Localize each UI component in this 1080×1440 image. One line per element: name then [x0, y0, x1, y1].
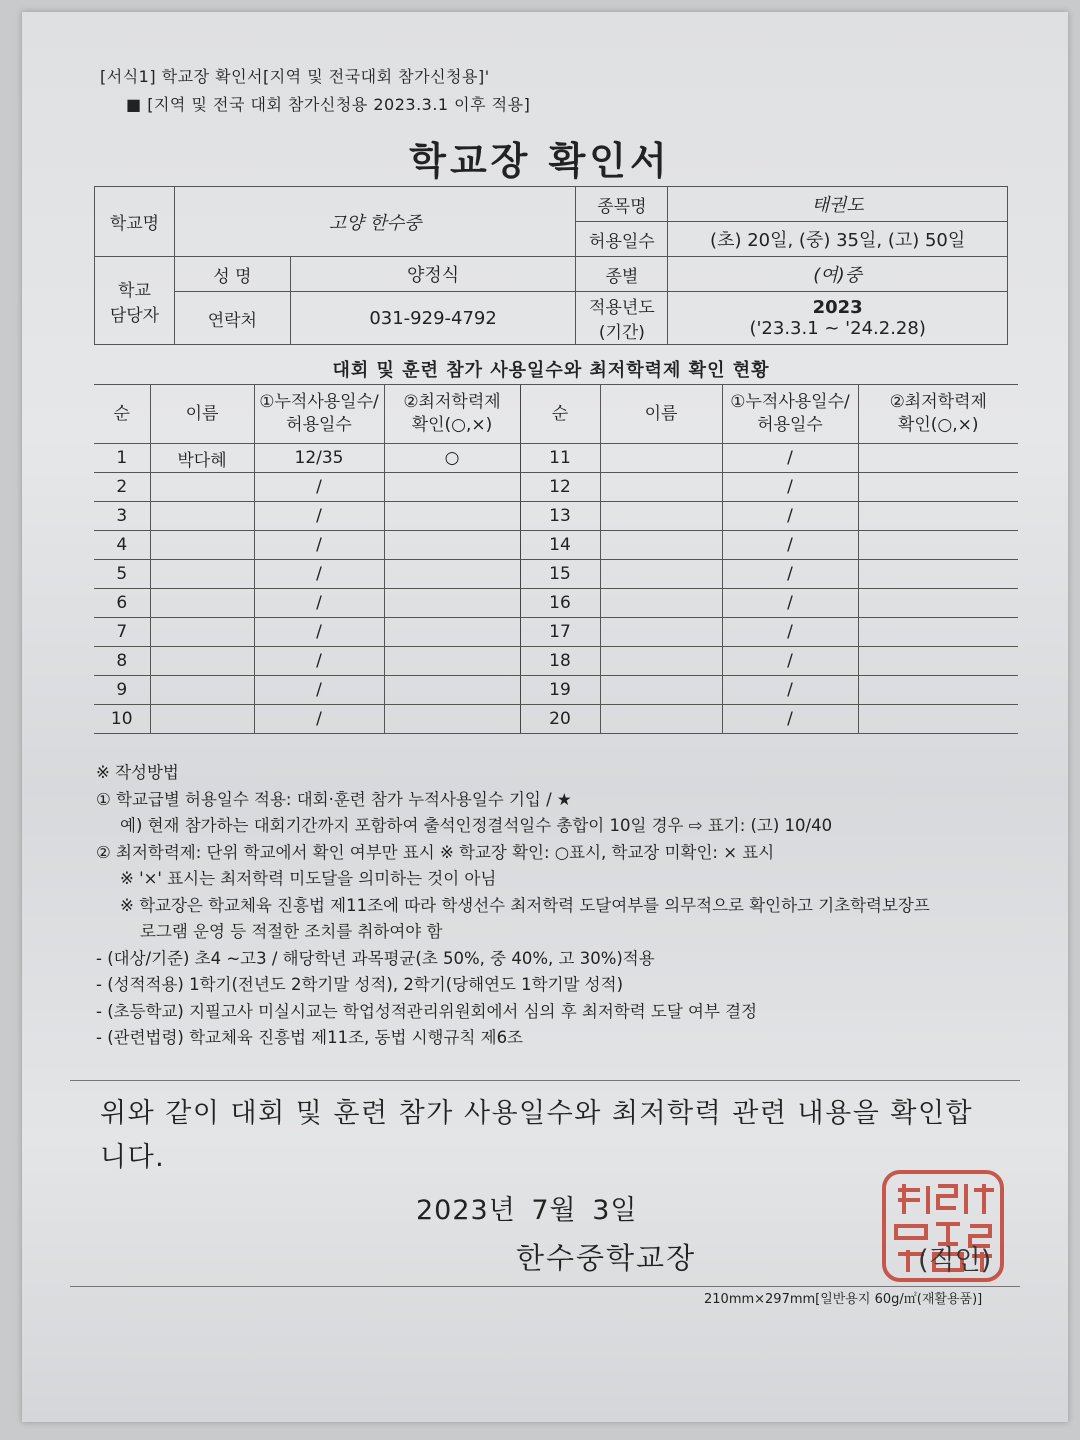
confirmation-line2: 니다. — [100, 1142, 166, 1173]
used-days: / — [254, 589, 384, 618]
student-name — [150, 618, 254, 647]
row-number: 3 — [94, 502, 150, 531]
row-number: 9 — [94, 676, 150, 705]
detail-4: - (관련법령) 학교체육 진흥법 제11조, 동법 시행규칙 제6조 — [96, 1028, 523, 1047]
detail-3: - (초등학교) 지필고사 미실시교는 학업성적관리위원회에서 심의 후 최저학력 도달 여부 결정 — [96, 1001, 758, 1021]
academic-check — [858, 676, 1018, 705]
signer-name: 한수중학교장 — [516, 1241, 697, 1275]
header-check-2 — [858, 385, 1018, 444]
student-name — [150, 589, 254, 618]
academic-check — [384, 560, 520, 589]
issue-date: 2023년 7월 3일 — [416, 1195, 638, 1226]
used-days: / — [722, 618, 858, 647]
contact-label: 연락처 — [174, 292, 290, 345]
header-days-line1: ①누적사용일수/ — [259, 392, 379, 413]
sport-value: 태권도 — [668, 187, 1008, 222]
note-2-b: ※ 학교장은 학교체육 진흥법 제11조에 따라 학생선수 최저학력 도달여부를 의무적으로 확인하고 기초학력보장프 — [120, 895, 930, 915]
row-number: 12 — [520, 473, 600, 502]
seal-label: (직인) — [918, 1245, 992, 1276]
student-name: 박다혜 — [150, 444, 254, 473]
student-name — [600, 502, 722, 531]
table-row — [94, 560, 1018, 589]
table-row — [94, 618, 1018, 647]
student-name — [150, 473, 254, 502]
table-row — [94, 676, 1018, 705]
header-days-line2: 허용일수 — [286, 415, 352, 435]
table-row — [94, 531, 1018, 560]
used-days: / — [722, 589, 858, 618]
header-check-line1: ②최저학력제 — [403, 392, 501, 413]
student-name — [600, 676, 722, 705]
form-number: [서식1] 학교장 확인서[지역 및 전국대회 참가신청용]' — [100, 67, 490, 86]
used-days: / — [722, 647, 858, 676]
student-name — [600, 618, 722, 647]
note-2-b-cont: 로그램 운영 등 적절한 조치를 취하여야 함 — [140, 922, 443, 941]
note-1-example: 예) 현재 참가하는 대회기간까지 포함하여 출석인정결석일수 총합이 10일 경우 ⇨ 표기: (고) 10/40 — [120, 816, 833, 835]
student-name — [150, 502, 254, 531]
table-row — [94, 444, 1018, 473]
row-number: 2 — [94, 473, 150, 502]
type-label: 종별 — [576, 257, 668, 292]
table-row — [94, 705, 1018, 734]
row-number: 15 — [520, 560, 600, 589]
note-2-a: ※ '×' 표시는 최저학력 미도달을 의미하는 것이 아님 — [120, 869, 497, 888]
year-label-line2: (기간) — [598, 323, 645, 343]
row-number: 10 — [94, 705, 150, 734]
page-title: 학교장 확인서 — [409, 139, 671, 183]
paper-spec: 210mm×297mm[일반용지 60g/㎡(재활용품)] — [704, 1292, 983, 1307]
academic-check — [384, 676, 520, 705]
detail-2: - (성적적용) 1학기(전년도 2학기말 성적), 2학기(당해연도 1학기말 성적) — [96, 975, 624, 994]
header-days2-line1: ①누적사용일수/ — [730, 392, 850, 413]
header-days — [254, 385, 384, 444]
divider-top — [70, 1080, 1020, 1081]
student-name — [150, 647, 254, 676]
staff-label-line1: 학교 — [118, 280, 151, 301]
info-table — [94, 186, 1008, 345]
student-name — [600, 473, 722, 502]
used-days: / — [722, 676, 858, 705]
type-value: (여)중 — [668, 257, 1008, 292]
year-label — [576, 292, 668, 345]
allowed-days-label: 허용일수 — [576, 222, 668, 257]
row-number: 4 — [94, 531, 150, 560]
table-row — [94, 502, 1018, 531]
row-number: 6 — [94, 589, 150, 618]
academic-check — [858, 589, 1018, 618]
row-number: 13 — [520, 502, 600, 531]
used-days: 12/35 — [254, 444, 384, 473]
student-name — [150, 560, 254, 589]
used-days: / — [254, 618, 384, 647]
row-number: 5 — [94, 560, 150, 589]
header-name-2: 이름 — [600, 385, 722, 444]
confirmation-text — [100, 1092, 1010, 1180]
used-days: / — [722, 705, 858, 734]
used-days: / — [254, 705, 384, 734]
used-days: / — [722, 444, 858, 473]
instructions — [96, 760, 1026, 1052]
used-days: / — [722, 531, 858, 560]
row-number: 19 — [520, 676, 600, 705]
row-number: 18 — [520, 647, 600, 676]
used-days: / — [254, 502, 384, 531]
note-2: ② 최저학력제: 단위 학교에서 확인 여부만 표시 ※ 학교장 확인: ○표시, 학교장 미확인: × 표시 — [96, 842, 775, 862]
header-days2-line2: 허용일수 — [757, 415, 823, 435]
header-check2-line1: ②최저학력제 — [889, 392, 987, 413]
academic-check — [858, 560, 1018, 589]
row-number: 8 — [94, 647, 150, 676]
student-name — [600, 531, 722, 560]
allowed-days-value: (초) 20일, (중) 35일, (고) 50일 — [668, 222, 1008, 257]
academic-check — [384, 647, 520, 676]
used-days: / — [722, 560, 858, 589]
header-check-line2: 확인(○,×) — [411, 415, 493, 435]
header-check — [384, 385, 520, 444]
academic-check — [384, 589, 520, 618]
staff-label — [95, 257, 175, 345]
academic-check — [384, 502, 520, 531]
table-row — [94, 473, 1018, 502]
header-name: 이름 — [150, 385, 254, 444]
contact-value: 031-929-4792 — [290, 292, 576, 345]
student-name — [600, 705, 722, 734]
staff-label-line2: 담당자 — [109, 305, 160, 326]
row-number: 1 — [94, 444, 150, 473]
academic-check — [858, 473, 1018, 502]
name-label: 성 명 — [174, 257, 290, 292]
school-value: 고양 한수중 — [174, 187, 576, 257]
used-days: / — [722, 473, 858, 502]
records-title: 대회 및 훈련 참가 사용일수와 최저학력제 확인 현황 — [332, 360, 770, 381]
academic-check — [858, 705, 1018, 734]
year-value: 2023 — [812, 297, 863, 318]
notes-heading: ※ 작성방법 — [96, 763, 179, 782]
academic-check — [384, 705, 520, 734]
student-name — [150, 705, 254, 734]
header-no-2: 순 — [520, 385, 600, 444]
academic-check — [384, 618, 520, 647]
year-label-line1: 적용년도 — [589, 298, 655, 318]
records-table — [94, 384, 1018, 734]
used-days: / — [254, 560, 384, 589]
row-number: 17 — [520, 618, 600, 647]
sport-label: 종목명 — [576, 187, 668, 222]
school-label: 학교명 — [95, 187, 175, 257]
academic-check — [858, 647, 1018, 676]
student-name — [600, 647, 722, 676]
used-days: / — [722, 502, 858, 531]
header-days-2 — [722, 385, 858, 444]
academic-check — [858, 502, 1018, 531]
student-name — [600, 589, 722, 618]
academic-check — [858, 618, 1018, 647]
confirmation-line1: 위와 같이 대회 및 훈련 참가 사용일수와 최저학력 관련 내용을 확인합 — [100, 1098, 974, 1129]
academic-check — [858, 444, 1018, 473]
detail-1: - (대상/기준) 초4 ~고3 / 해당학년 과목평균(초 50%, 중 40%, 고 30%)적용 — [96, 948, 655, 968]
table-row — [94, 589, 1018, 618]
academic-check: ○ — [384, 444, 520, 473]
student-name — [150, 531, 254, 560]
header-no: 순 — [94, 385, 150, 444]
student-name — [600, 444, 722, 473]
name-value: 양정식 — [290, 257, 576, 292]
note-1: ① 학교급별 허용일수 적용: 대회·훈련 참가 누적사용일수 기입 / ★ — [96, 789, 572, 809]
notice-line: ■ [지역 및 전국 대회 참가신청용 2023.3.1 이후 적용] — [126, 95, 531, 114]
academic-check — [384, 531, 520, 560]
used-days: / — [254, 676, 384, 705]
student-name — [150, 676, 254, 705]
row-number: 14 — [520, 531, 600, 560]
year-value-cell — [668, 292, 1008, 345]
academic-check — [858, 531, 1018, 560]
used-days: / — [254, 647, 384, 676]
row-number: 16 — [520, 589, 600, 618]
row-number: 20 — [520, 705, 600, 734]
header-check2-line2: 확인(○,×) — [897, 415, 979, 435]
used-days: / — [254, 531, 384, 560]
used-days: / — [254, 473, 384, 502]
row-number: 7 — [94, 618, 150, 647]
academic-check — [384, 473, 520, 502]
period-value: ('23.3.1 ~ '24.2.28) — [749, 318, 926, 339]
table-row — [94, 647, 1018, 676]
divider-bottom — [70, 1286, 1020, 1287]
student-name — [600, 560, 722, 589]
row-number: 11 — [520, 444, 600, 473]
